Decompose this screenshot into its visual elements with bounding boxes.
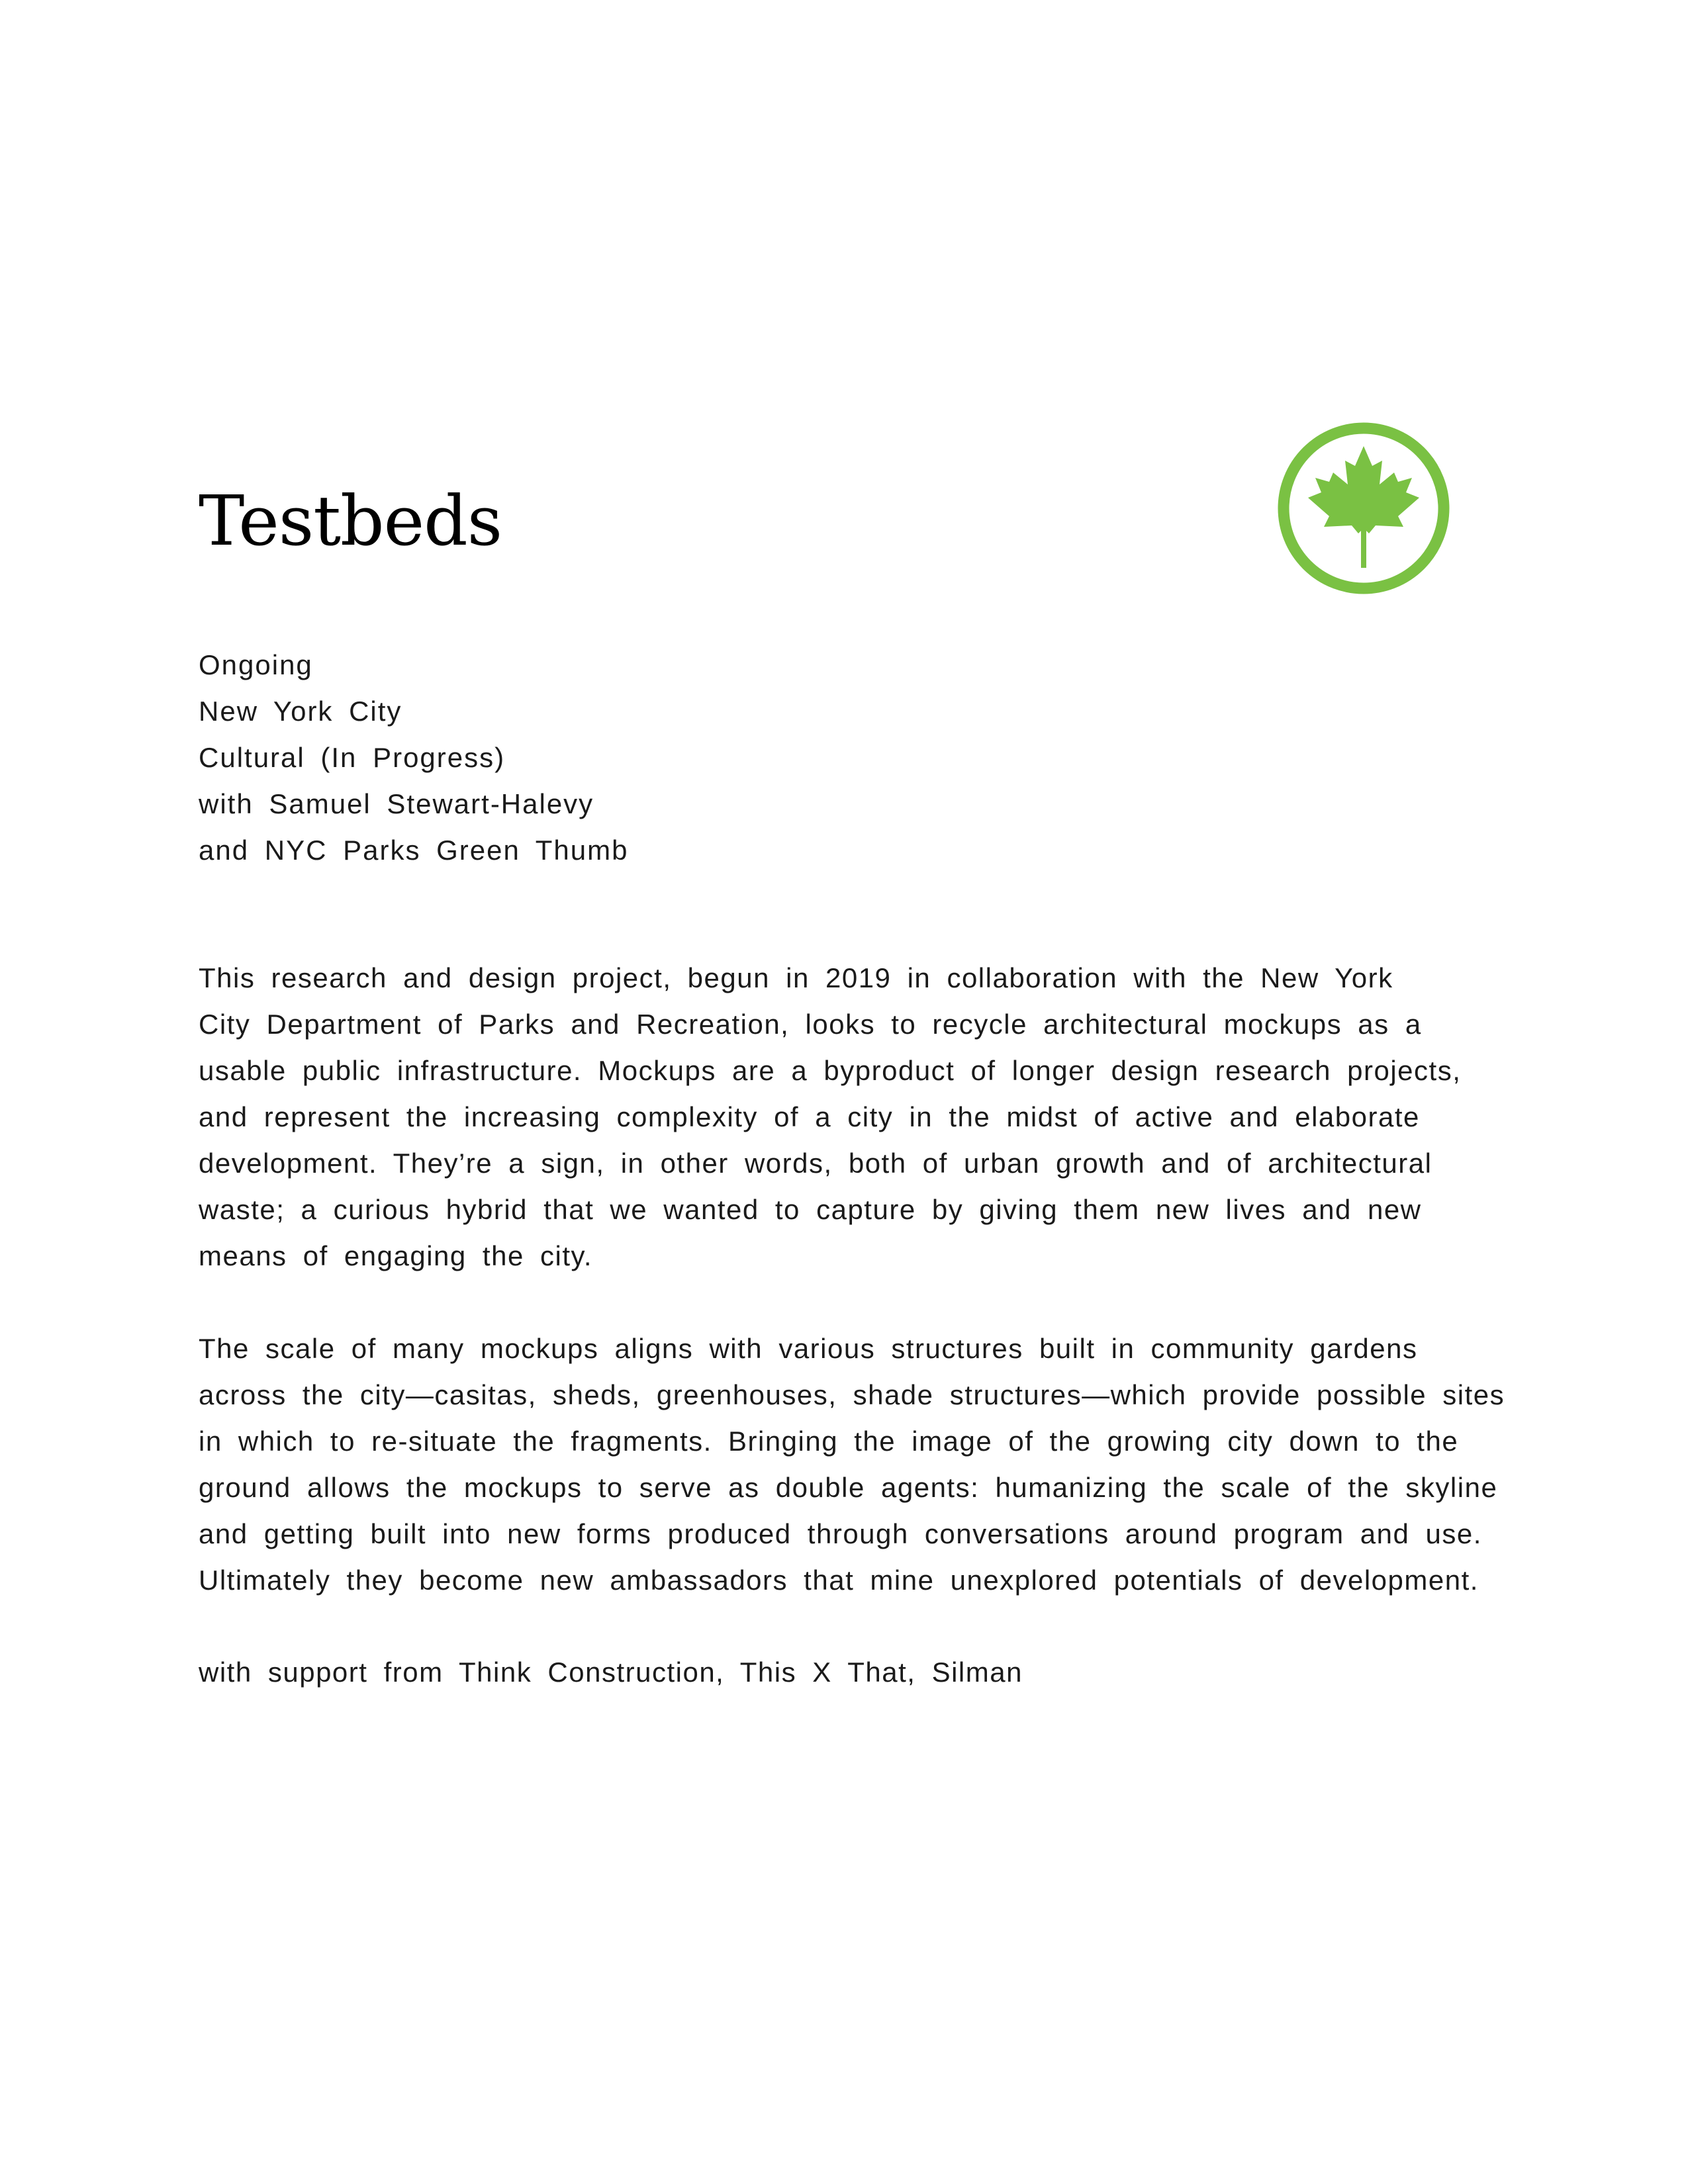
nyc-parks-logo-icon: [1276, 421, 1451, 596]
paragraph-line: The scale of many mockups aligns with various structures built in community gardens: [199, 1333, 1418, 1364]
paragraph-line: ground allows the mockups to serve as double agents: humanizing the scale of the skyline: [199, 1472, 1498, 1503]
paragraph-line: Ultimately they become new ambassadors that mine unexplored potentials of development.: [199, 1565, 1479, 1596]
paragraph-line: in which to re-situate the fragments. Bringing the image of the growing city down to the: [199, 1426, 1459, 1457]
paragraph-line: This research and design project, begun in 2019 in collaboration with the New York: [199, 962, 1393, 993]
description-paragraph-2: [199, 1326, 1505, 1604]
paragraph-line: and getting built into new forms produced through conversations around program and use.: [199, 1518, 1482, 1549]
paragraph-line: City Department of Parks and Recreation, looks to recycle architectural mockups as a: [199, 1009, 1422, 1040]
page-title: Testbeds: [199, 480, 502, 561]
paragraph-line: with support from Think Construction, This X That, Silman: [199, 1657, 1023, 1688]
meta-location: New York City: [199, 696, 402, 727]
meta-collaborator: with Samuel Stewart-Halevy: [199, 788, 594, 819]
meta-status: Ongoing: [199, 649, 313, 680]
support-credits: [199, 1649, 1489, 1696]
project-meta: [199, 642, 1456, 874]
paragraph-line: usable public infrastructure. Mockups are a byproduct of longer design research projects,: [199, 1055, 1462, 1086]
paragraph-line: waste; a curious hybrid that we wanted to capture by giving them new lives and new: [199, 1194, 1422, 1225]
meta-category: Cultural (In Progress): [199, 742, 506, 773]
paragraph-line: development. They’re a sign, in other words, both of urban growth and of architectural: [199, 1148, 1432, 1179]
paragraph-line: means of engaging the city.: [199, 1240, 593, 1271]
paragraph-line: and represent the increasing complexity of a city in the midst of active and elaborate: [199, 1101, 1420, 1132]
description-paragraph-1: [199, 955, 1489, 1279]
paragraph-line: across the city—casitas, sheds, greenhouses, shade structures—which provide possible sites: [199, 1379, 1505, 1410]
meta-partner: and NYC Parks Green Thumb: [199, 835, 629, 866]
